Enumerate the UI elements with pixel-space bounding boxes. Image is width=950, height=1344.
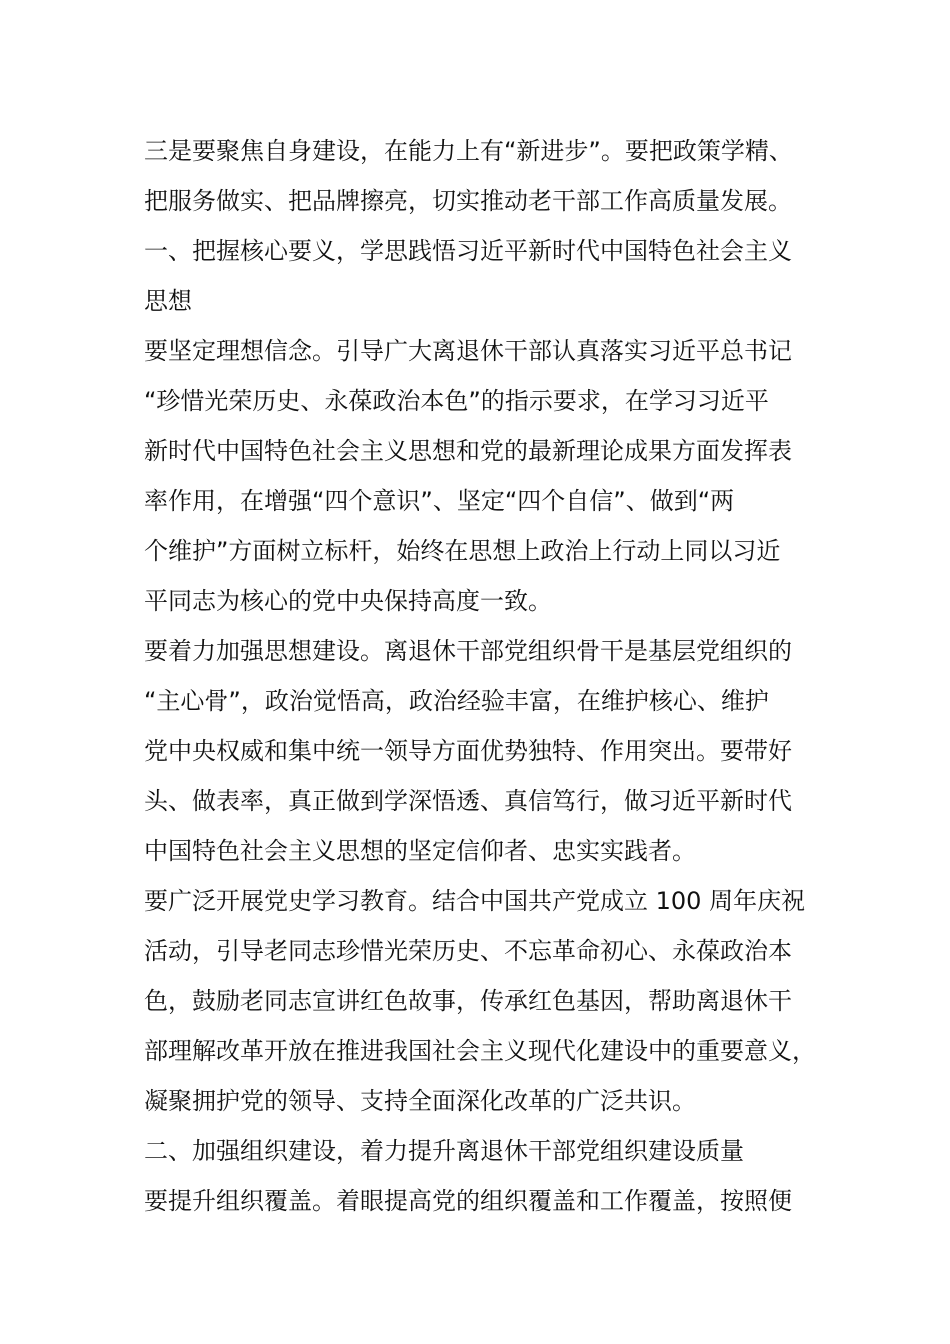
document-body	[144, 126, 816, 1226]
section-heading: 二、加强组织建设，着力提升离退休干部党组织建设质量	[144, 1137, 744, 1165]
text-line: “珍惜光荣历史、永葆政治本色”的指示要求，在学习习近平	[144, 387, 769, 415]
text-line: 部理解改革开放在推进我国社会主义现代化建设中的重要意义，	[144, 1037, 816, 1065]
section-heading: 一、把握核心要义，学思践悟习近平新时代中国特色社会主义	[144, 237, 792, 265]
text-line: 凝聚拥护党的领导、支持全面深化改革的广泛共识。	[144, 1087, 696, 1115]
text-line: 要提升组织覆盖。着眼提高党的组织覆盖和工作覆盖，按照便	[144, 1187, 792, 1215]
text-line: 要广泛开展党史学习教育。结合中国共产党成立 100 周年庆祝	[144, 887, 806, 915]
text-line: 中国特色社会主义思想的坚定信仰者、忠实实践者。	[144, 837, 696, 865]
text-line: 把服务做实、把品牌擦亮，切实推动老干部工作高质量发展。	[144, 187, 792, 215]
text-line: 头、做表率，真正做到学深悟透、真信笃行，做习近平新时代	[144, 787, 792, 815]
text-line: 新时代中国特色社会主义思想和党的最新理论成果方面发挥表	[144, 437, 792, 465]
text-line: 色，鼓励老同志宣讲红色故事，传承红色基因，帮助离退休干	[144, 987, 792, 1015]
text-line: 活动，引导老同志珍惜光荣历史、不忘革命初心、永葆政治本	[144, 937, 792, 965]
text-line: “主心骨”，政治觉悟高，政治经验丰富，在维护核心、维护	[144, 687, 769, 715]
text-line: 党中央权威和集中统一领导方面优势独特、作用突出。要带好	[144, 737, 792, 765]
text-line: 率作用，在增强“四个意识”、坚定“四个自信”、做到“两	[144, 487, 735, 515]
text-line: 要坚定理想信念。引导广大离退休干部认真落实习近平总书记	[144, 337, 792, 365]
text-line: 三是要聚焦自身建设，在能力上有“新进步”。要把政策学精、	[144, 137, 793, 165]
text-line: 要着力加强思想建设。离退休干部党组织骨干是基层党组织的	[144, 637, 792, 665]
text-line: 平同志为核心的党中央保持高度一致。	[144, 587, 552, 615]
text-line: 个维护”方面树立标杆，始终在思想上政治上行动上同以习近	[144, 537, 781, 565]
section-heading: 思想	[144, 287, 192, 315]
